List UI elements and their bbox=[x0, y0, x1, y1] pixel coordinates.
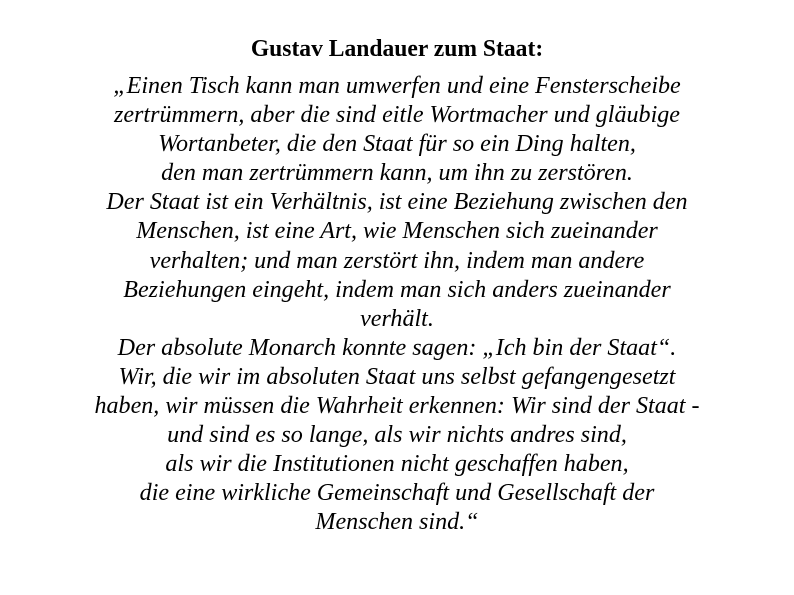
quote-line: Menschen sind.“ bbox=[315, 508, 479, 536]
quote-line: verhält. bbox=[360, 304, 434, 332]
quote-line: und sind es so lange, als wir nichts andres sind, bbox=[167, 421, 627, 449]
quote-line: verhalten; und man zerstört ihn, indem man andere bbox=[149, 246, 645, 274]
quote-line: Beziehungen eingeht, indem man sich anders zueinander bbox=[123, 275, 671, 303]
quote-line: Wortanbeter, die den Staat für so ein Ding halten, bbox=[158, 130, 636, 158]
quote-line: Wir, die wir im absoluten Staat uns selbst gefangengesetzt bbox=[118, 362, 676, 390]
quote-line: die eine wirkliche Gemeinschaft und Gesellschaft der bbox=[139, 479, 655, 507]
quote-line: den man zertrümmern kann, um ihn zu zerstören. bbox=[161, 159, 633, 187]
quote-line: haben, wir müssen die Wahrheit erkennen: Wir sind der Staat - bbox=[94, 392, 700, 420]
quote-line: Menschen, ist eine Art, wie Menschen sich zueinander bbox=[136, 217, 658, 245]
quote-line: Der absolute Monarch konnte sagen: „Ich bin der Staat“. bbox=[117, 333, 677, 361]
page-title: Gustav Landauer zum Staat: bbox=[250, 36, 544, 62]
quote-line: als wir die Institutionen nicht geschaffen haben, bbox=[165, 450, 629, 478]
quote-line: „Einen Tisch kann man umwerfen und eine Fensterscheibe bbox=[113, 72, 681, 99]
quote-line: zertrümmern, aber die sind eitle Wortmacher und gläubige bbox=[114, 101, 680, 129]
quote-line: Der Staat ist ein Verhältnis, ist eine Beziehung zwischen den bbox=[106, 188, 688, 216]
quote-block bbox=[0, 71, 794, 537]
